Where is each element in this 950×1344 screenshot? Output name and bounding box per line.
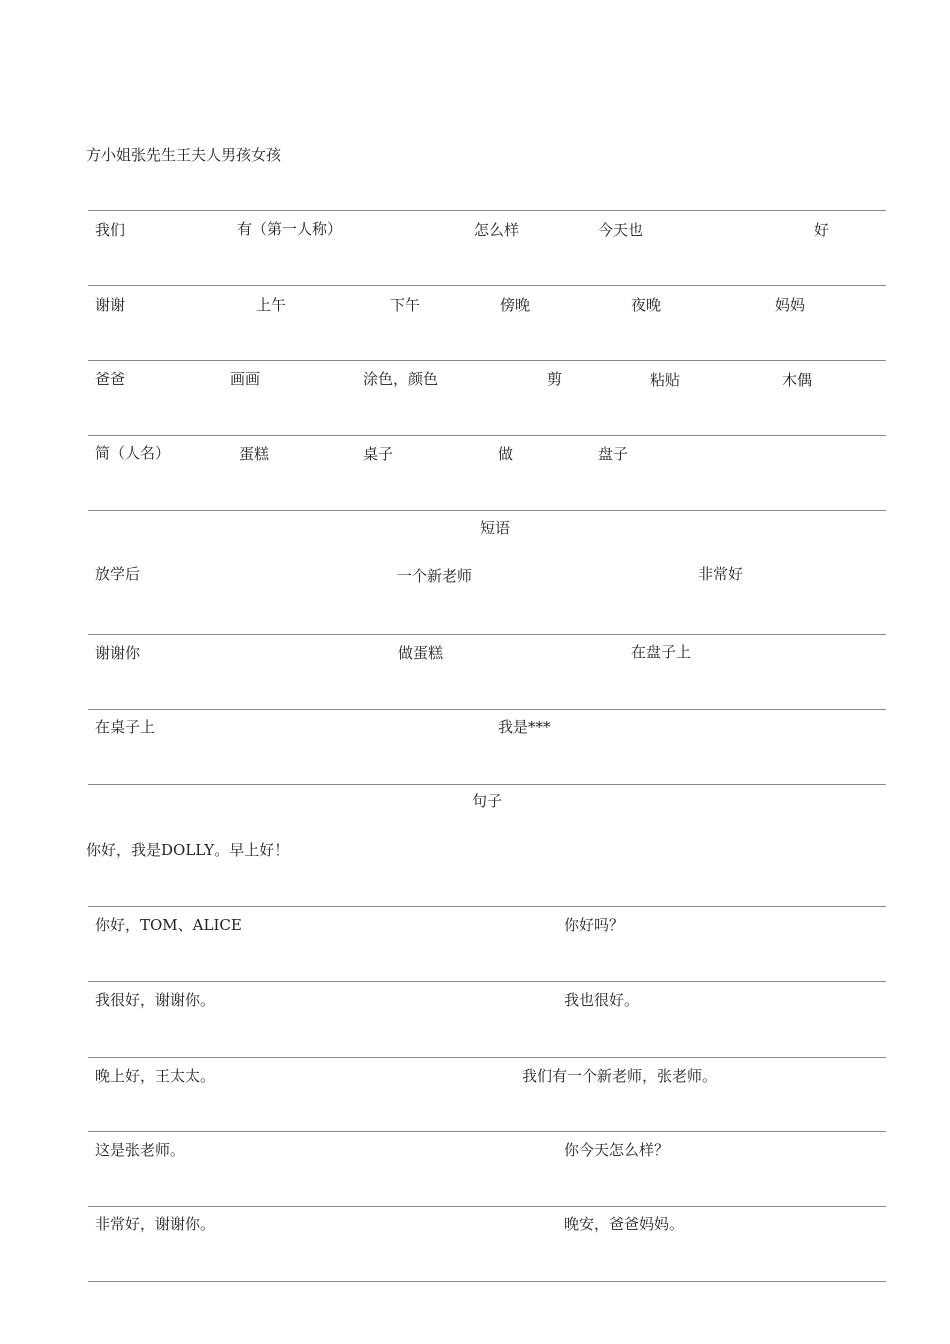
sentence: 这是张老师。	[95, 1141, 186, 1159]
rule	[88, 285, 886, 286]
rule	[88, 1057, 886, 1058]
rule	[88, 906, 886, 907]
phrases-title: 短语	[480, 519, 511, 537]
phrase: 非常好	[698, 565, 744, 583]
rule	[88, 1281, 886, 1282]
rule	[88, 435, 886, 436]
vocab-word: 剪	[547, 370, 563, 388]
sentence: 你好吗？	[564, 916, 625, 934]
vocab-word: 今天也	[598, 221, 644, 239]
phrase: 我是***	[498, 718, 551, 736]
vocab-word: 怎么样	[474, 221, 520, 239]
sentence: 我很好，谢谢你。	[95, 991, 216, 1009]
rule	[88, 709, 886, 710]
vocab-word: 谢谢	[95, 296, 126, 314]
vocab-word: 夜晚	[631, 296, 662, 314]
rule	[88, 1206, 886, 1207]
phrase: 在桌子上	[95, 718, 156, 736]
rule	[88, 1131, 886, 1132]
rule	[88, 360, 886, 361]
sentences-intro: 你好，我是DOLLY。早上好！	[86, 841, 290, 859]
vocab-word: 下午	[390, 296, 421, 314]
rule	[88, 784, 886, 785]
vocab-word: 妈妈	[775, 296, 806, 314]
sentence: 你好，TOM、ALICE	[95, 916, 242, 934]
vocab-word: 上午	[256, 296, 287, 314]
vocab-word: 简（人名）	[95, 444, 171, 462]
sentence: 我也很好。	[564, 991, 640, 1009]
vocab-word: 有（第一人称）	[237, 220, 343, 238]
rule	[88, 634, 886, 635]
vocab-word: 桌子	[363, 445, 394, 463]
vocab-word: 蛋糕	[239, 445, 270, 463]
vocab-word: 我们	[95, 221, 126, 239]
vocab-word: 做	[498, 445, 514, 463]
vocab-word: 画画	[230, 370, 261, 388]
vocab-word: 好	[814, 221, 830, 239]
vocab-word: 涂色，颜色	[363, 370, 439, 388]
heading: 方小姐张先生王夫人男孩女孩	[86, 146, 282, 164]
sentence: 非常好，谢谢你。	[95, 1215, 216, 1233]
vocab-word: 傍晚	[500, 296, 531, 314]
sentence: 我们有一个新老师，张老师。	[522, 1067, 718, 1085]
vocab-word: 盘子	[598, 445, 629, 463]
rule	[88, 210, 886, 211]
sentence: 晚上好，王太太。	[95, 1067, 216, 1085]
phrase: 在盘子上	[631, 643, 692, 661]
phrase: 一个新老师	[397, 567, 473, 585]
sentence: 晚安，爸爸妈妈。	[564, 1215, 685, 1233]
sentence: 你今天怎么样？	[564, 1141, 670, 1159]
vocab-word: 爸爸	[95, 370, 126, 388]
vocab-word: 粘贴	[650, 371, 681, 389]
rule	[88, 981, 886, 982]
vocab-word: 木偶	[782, 371, 813, 389]
phrase: 谢谢你	[95, 644, 141, 662]
sentences-title: 句子	[472, 792, 503, 810]
phrase: 放学后	[95, 565, 141, 583]
phrase: 做蛋糕	[398, 644, 444, 662]
rule	[88, 510, 886, 511]
